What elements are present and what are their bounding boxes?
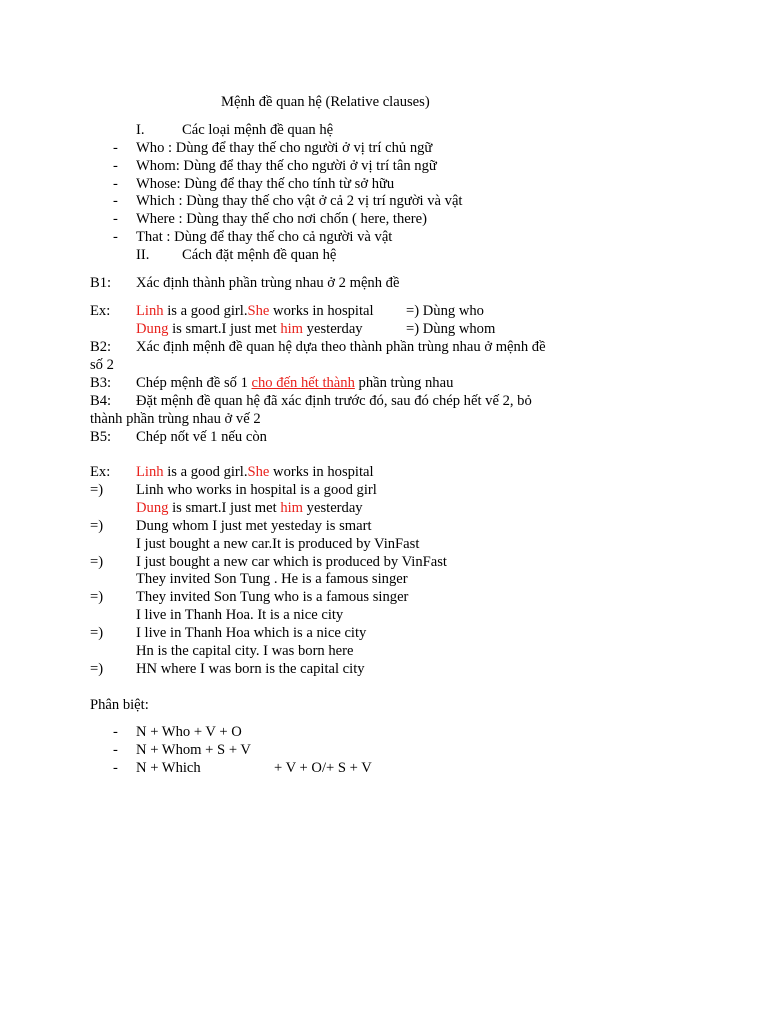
example-2-source-5: I live in Thanh Hoa. It is a nice city: [136, 607, 344, 623]
pronoun-highlight: She: [247, 464, 270, 480]
pronoun-highlight: She: [247, 303, 270, 319]
subject-highlight: Linh: [136, 303, 164, 319]
subject-highlight: Linh: [136, 464, 164, 480]
formula-whom: N + Whom + S + V: [136, 742, 251, 758]
formula-which: N + Which: [136, 760, 201, 776]
arrow-marker: =): [90, 661, 104, 677]
example-1-note-2: =) Dùng whom: [406, 321, 496, 337]
example-2-result-1: Linh who works in hospital is a good girl: [136, 482, 377, 498]
example-2-source-2: Dung is smart.I just met him yesterday: [136, 500, 363, 516]
list-item-where: Where : Dùng thay thế cho nơi chốn ( here, there): [136, 211, 427, 227]
arrow-marker: =): [90, 625, 104, 641]
step-b4-continuation: thành phần trùng nhau ở vế 2: [90, 411, 261, 427]
example-2-result-2: Dung whom I just met yesteday is smart: [136, 518, 372, 534]
list-bullet: -: [113, 211, 118, 227]
list-item-who: Who : Dùng để thay thế cho người ở vị trí chủ ngữ: [136, 140, 433, 156]
list-bullet: -: [113, 158, 118, 174]
arrow-marker: =): [90, 589, 104, 605]
list-bullet: -: [113, 724, 118, 740]
step-b2-continuation: số 2: [90, 357, 114, 373]
distinguish-heading: Phân biệt:: [90, 697, 149, 713]
step-b1-text: Xác định thành phần trùng nhau ở 2 mệnh đề: [136, 275, 400, 291]
example-2-source-1: Linh is a good girl.She works in hospital: [136, 464, 374, 480]
step-b5-label: B5:: [90, 429, 112, 445]
pronoun-highlight: him: [280, 500, 304, 516]
example-1-note-1: =) Dùng who: [406, 303, 484, 319]
example-2-result-4: They invited Son Tung who is a famous singer: [136, 589, 409, 605]
step-b3-label: B3:: [90, 375, 112, 391]
step-b2-label: B2:: [90, 339, 112, 355]
section-1-heading: Các loại mệnh đề quan hệ: [182, 122, 334, 138]
list-item-that: That : Dùng để thay thế cho cả người và vật: [136, 229, 393, 245]
example-2-result-5: I live in Thanh Hoa which is a nice city: [136, 625, 367, 641]
step-b5-text: Chép nốt vế 1 nếu còn: [136, 429, 267, 445]
list-bullet: -: [113, 760, 118, 776]
section-2-heading: Cách đặt mệnh đề quan hệ: [182, 247, 337, 263]
document-title: Mệnh đề quan hệ (Relative clauses): [221, 94, 430, 110]
subject-highlight: Dung: [136, 500, 169, 516]
list-item-which: Which : Dùng thay thế cho vật ở cả 2 vị trí người và vật: [136, 193, 463, 209]
list-item-whom: Whom: Dùng để thay thế cho người ở vị trí tân ngữ: [136, 158, 437, 174]
example-2-source-3: I just bought a new car.It is produced by VinFast: [136, 536, 420, 552]
step-b4-text: Đặt mệnh đề quan hệ đã xác định trước đó, sau đó chép hết vế 2, bỏ: [136, 393, 532, 409]
example-1-sentence-2: Dung is smart.I just met him yesterday: [136, 321, 363, 337]
section-1-number: I.: [136, 122, 145, 138]
list-bullet: -: [113, 140, 118, 156]
list-bullet: -: [113, 229, 118, 245]
example-2-source-6: Hn is the capital city. I was born here: [136, 643, 354, 659]
list-bullet: -: [113, 176, 118, 192]
formula-which-continuation: + V + O/+ S + V: [274, 760, 372, 776]
arrow-marker: =): [90, 518, 104, 534]
step-b4-label: B4:: [90, 393, 112, 409]
step-b3-text: Chép mệnh đề số 1 cho đến hết thành phần trùng nhau: [136, 375, 454, 391]
list-bullet: -: [113, 742, 118, 758]
example-2-source-4: They invited Son Tung . He is a famous singer: [136, 571, 408, 587]
example-2-result-3: I just bought a new car which is produced by VinFast: [136, 554, 447, 570]
list-item-whose: Whose: Dùng để thay thế cho tính từ sở hữu: [136, 176, 395, 192]
list-bullet: -: [113, 193, 118, 209]
formula-who: N + Who + V + O: [136, 724, 242, 740]
step-b1-label: B1:: [90, 275, 112, 291]
underlined-highlight: cho đến hết thành: [251, 375, 355, 391]
example-1-label: Ex:: [90, 303, 111, 319]
example-2-result-6: HN where I was born is the capital city: [136, 661, 365, 677]
arrow-marker: =): [90, 554, 104, 570]
section-2-number: II.: [136, 247, 150, 263]
subject-highlight: Dung: [136, 321, 169, 337]
example-1-sentence-1: Linh is a good girl.She works in hospital: [136, 303, 374, 319]
step-b2-text: Xác định mệnh đề quan hệ dựa theo thành phần trùng nhau ở mệnh đề: [136, 339, 546, 355]
arrow-marker: =): [90, 482, 104, 498]
pronoun-highlight: him: [280, 321, 304, 337]
example-2-label: Ex:: [90, 464, 111, 480]
